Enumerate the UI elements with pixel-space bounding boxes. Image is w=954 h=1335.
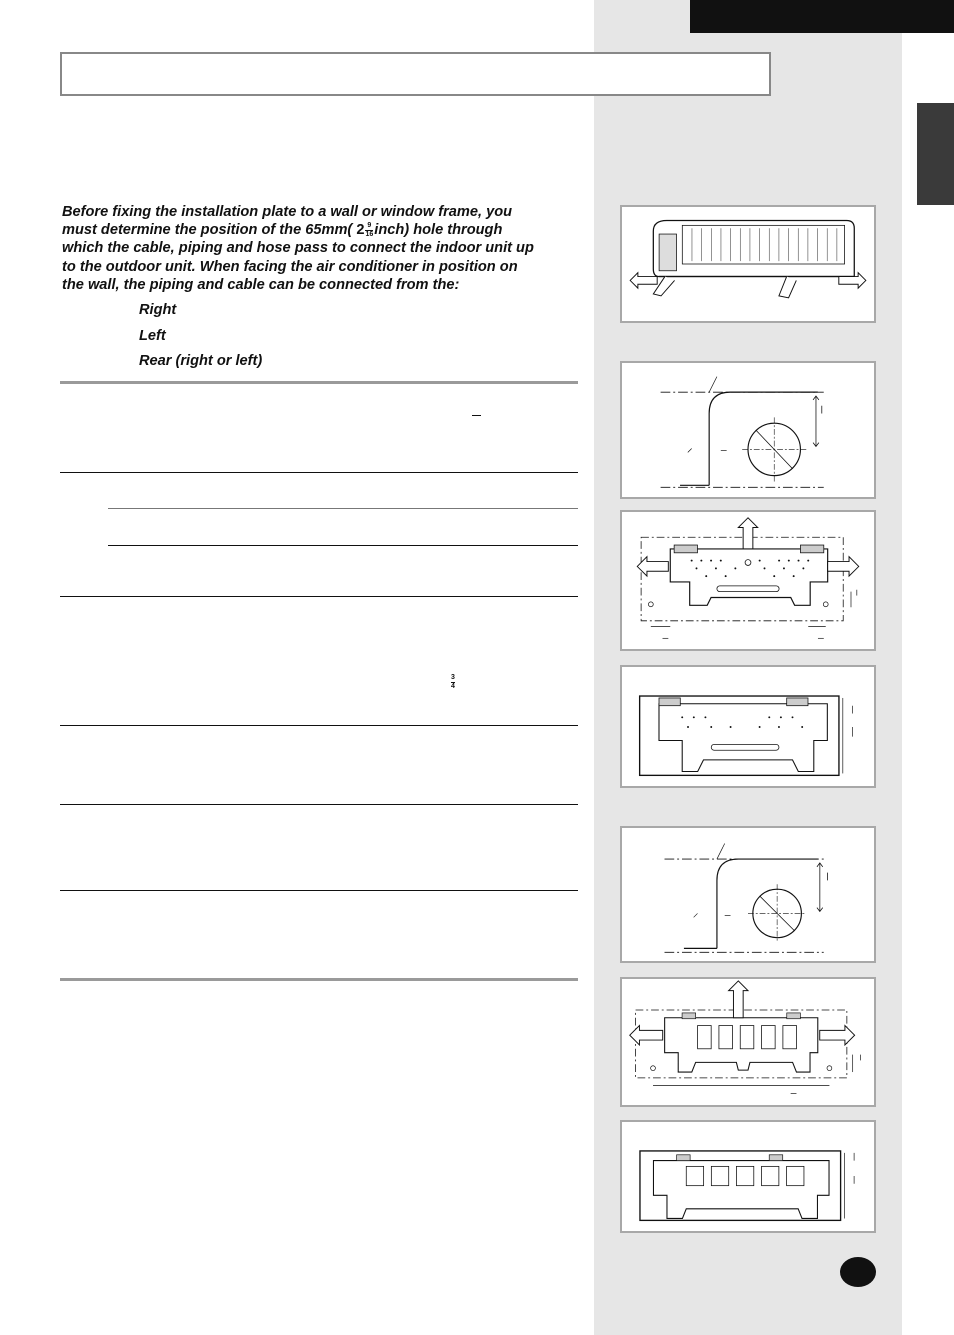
figure-installation-plate-a [620, 510, 876, 651]
figure-installation-plate-b [620, 665, 876, 788]
installation-plate-diagram-b [622, 667, 874, 786]
installation-plate-diagram-d [622, 1122, 874, 1231]
page-number-badge [840, 1257, 876, 1287]
figure-installation-plate-c [620, 977, 876, 1107]
section-divider [60, 890, 578, 891]
fraction-whole: 2 [356, 222, 365, 239]
installation-plate-diagram-a [622, 512, 874, 649]
header-black-bar [690, 0, 954, 33]
intro-line-3: which the cable, piping and hose pass to connect the indoor unit up [62, 240, 534, 257]
intro-line-5: the wall, the piping and cable can be connected from the: [62, 276, 460, 293]
intro-line-4: to the outdoor unit. When facing the air conditioner in position on [62, 258, 518, 275]
installation-plate-diagram-c [622, 979, 874, 1105]
sub-divider [108, 508, 578, 509]
fraction-9-16: $\frac{9}{16}$ [365, 221, 374, 238]
option-rear: Rear (right or left) [139, 353, 263, 369]
section-divider [60, 472, 578, 473]
figure-installation-plate-d [620, 1120, 876, 1233]
section-divider [60, 725, 578, 726]
intro-line-2: must determine the position of the 65mm( 2 $\frac{9}{16}$ inch) hole through [62, 221, 503, 239]
fraction-3-4: $\frac{3}{4}$ [451, 674, 455, 690]
section-divider [60, 596, 578, 597]
figure-hole-position [620, 361, 876, 499]
option-right: Right [139, 302, 177, 318]
hole-position-diagram-b [622, 828, 874, 961]
figure-indoor-unit-piping [620, 205, 876, 323]
sub-divider [108, 545, 578, 546]
indoor-unit-illustration [622, 207, 874, 321]
intro-paragraph [62, 203, 562, 294]
section-title-box [60, 52, 771, 96]
intro-line-1: Before fixing the installation plate to a wall or window frame, you [62, 204, 513, 220]
section-divider-bottom [60, 978, 578, 981]
option-left: Left [139, 328, 166, 344]
section-divider-top [60, 381, 578, 384]
figure-hole-position-b [620, 826, 876, 963]
section-tab-marker [917, 103, 954, 205]
section-divider [60, 804, 578, 805]
fraction-bar-mark [472, 415, 481, 416]
hole-position-diagram [622, 363, 874, 497]
